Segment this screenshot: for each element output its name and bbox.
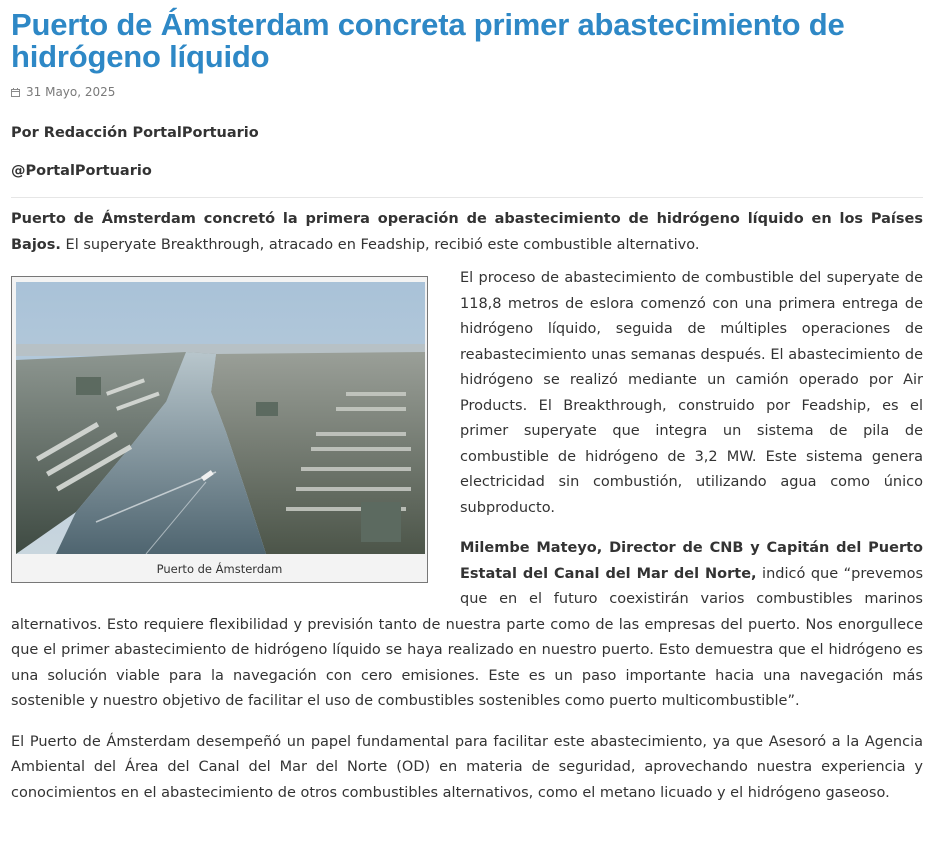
quote-speaker: Milembe Mateyo, Director de CNB y Capitán del Puerto Estatal del Canal del Mar del Norte, bbox=[460, 540, 923, 582]
paragraph-3: El Puerto de Ámsterdam desempeñó un papel fundamental para facilitar este abastecimiento, ya que Asesoró a la Agencia Ambiental del Área del Canal del Mar del Norte (OD) en materia de seguridad, aprovechando nuestra experiencia y conocimientos en el abastecimiento de otros combustibles alternativos, como el metano licuado y el hidrógeno gaseoso. bbox=[11, 733, 923, 801]
calendar-icon bbox=[11, 88, 20, 97]
date-text: 31 Mayo, 2025 bbox=[26, 85, 116, 99]
quote-text: indicó que “prevemos que en el futuro coexistirán varios combustibles marinos alternativos. Esto requiere flexibilidad y previsión tanto de nuestra parte como de las empresas del puerto. Nos enorgullece que el primer abastecimiento de hidrógeno líquido se haya realizado en nuestro puerto. Esto demuestra que el hidrógeno es una solución viable para la navegación con cero emisiones. Este es un paso importante hacia una navegación más sostenible y nuestro objetivo de facilitar el uso de combustibles sostenibles como puerto multicombustible”. bbox=[11, 565, 923, 709]
lead-bold: Puerto de Ámsterdam concretó la primera operación de abastecimiento de hidrógeno líquido en los Países Bajos. bbox=[11, 211, 923, 253]
article-title: Puerto de Ámsterdam concreta primer abastecimiento de hidrógeno líquido bbox=[11, 7, 845, 74]
paragraph-1: El proceso de abastecimiento de combustible del superyate de 118,8 metros de eslora comenzó con una primera entrega de hidrógeno líquido, seguida de múltiples operaciones de reabastecimiento unas semanas después. El abastecimiento de hidrógeno se realizó mediante un camión operado por Air Products. El Breakthrough, construido por Feadship, es el primer superyate que integra un sistema de pila de combustible de hidrógeno de 3,2 MW. Este sistema genera electricidad sin combustión, utilizando agua como único subproducto. bbox=[460, 270, 923, 516]
twitter-handle[interactable]: @PortalPortuario bbox=[11, 163, 152, 179]
article-date bbox=[11, 85, 923, 99]
lead-rest: El superyate Breakthrough, atracado en Feadship, recibió este combustible alternativo. bbox=[60, 236, 700, 253]
byline: Por Redacción PortalPortuario bbox=[11, 125, 259, 141]
port-aerial-photo[interactable] bbox=[16, 282, 425, 554]
figure-caption: Puerto de Ámsterdam bbox=[156, 562, 283, 576]
divider bbox=[11, 197, 923, 198]
lead-paragraph bbox=[11, 207, 923, 258]
article-figure bbox=[11, 276, 428, 583]
